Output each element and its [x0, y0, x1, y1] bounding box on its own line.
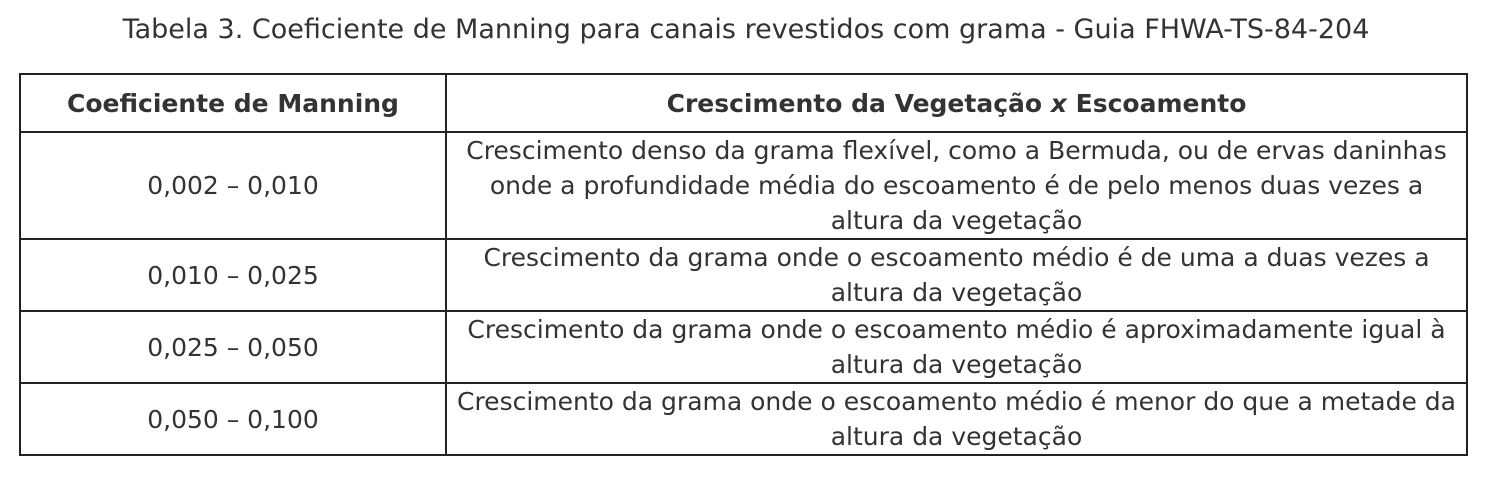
coefficient-cell: 0,050 – 0,100 — [20, 383, 446, 455]
header-vegetation-growth-flow — [446, 74, 1467, 132]
description-cell: Crescimento da grama onde o escoamento médio é aproximadamente igual à altura da vegetação — [446, 311, 1467, 383]
header-col2-before: Crescimento da Vegetação — [666, 88, 1051, 118]
header-manning-coefficient: Coeficiente de Manning — [20, 74, 446, 132]
manning-coefficient-table — [19, 73, 1468, 456]
table-row — [20, 383, 1467, 455]
table-caption: Tabela 3. Coeficiente de Manning para canais revestidos com grama - Guia FHWA-TS-84-204 — [122, 14, 1370, 45]
table-row — [20, 132, 1467, 239]
header-col2-italic: x — [1050, 88, 1067, 118]
description-cell: Crescimento da grama onde o escoamento médio é menor do que a metade da altura da vegetação — [446, 383, 1467, 455]
description-cell: Crescimento da grama onde o escoamento médio é de uma a duas vezes a altura da vegetação — [446, 239, 1467, 311]
table-row — [20, 311, 1467, 383]
coefficient-cell: 0,002 – 0,010 — [20, 132, 446, 239]
header-col2-after: Escoamento — [1066, 88, 1247, 118]
description-cell: Crescimento denso da grama flexível, como a Bermuda, ou de ervas daninhas onde a profundidade média do escoamento é de pelo menos duas vezes a altura da vegetação — [446, 132, 1467, 239]
coefficient-cell: 0,025 – 0,050 — [20, 311, 446, 383]
table-row — [20, 239, 1467, 311]
coefficient-cell: 0,010 – 0,025 — [20, 239, 446, 311]
table-header-row — [20, 74, 1467, 132]
